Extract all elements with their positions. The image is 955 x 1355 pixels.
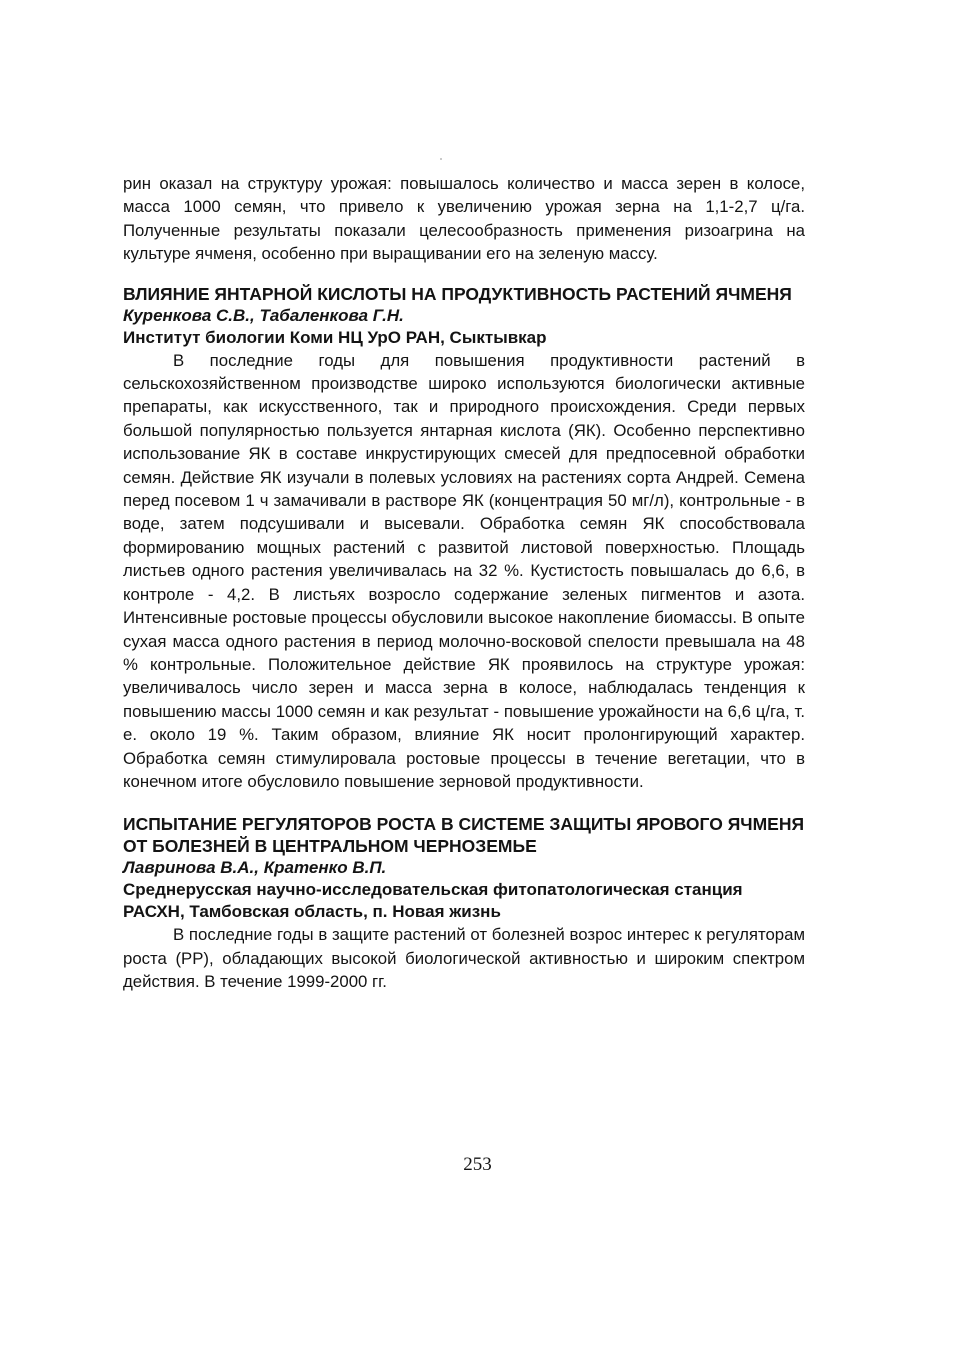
section1-title: ВЛИЯНИЕ ЯНТАРНОЙ КИСЛОТЫ НА ПРОДУКТИВНОСТЬ РАСТЕНИЙ ЯЧМЕНЯ bbox=[123, 283, 792, 304]
page-number: 253 bbox=[463, 1154, 492, 1175]
intro-paragraph: рин оказал на структуру урожая: повышалось количество и масса зерен в колосе, масса 1000 семян, что привело к увеличению урожая зерна на 1,1-2,7 ц/га. Полученные результаты показали целесообразность применения ризоагрина на культуре ячменя, особенно при выращивании его на зеленую массу. bbox=[123, 174, 805, 264]
section1-body: В последние годы для повышения продуктивности растений в сельскохозяйственном производстве широко используются биологически активные препараты, как искусственного, так и природного происхождения. Среди первых большой популярностью пользуется янтарная кислота (ЯК). Особенно перспективно использование ЯК в составе инкрустирующих смесей для предпосевной обработки семян. Действие ЯК изучали в полевых условиях на растениях сорта Андрей. Семена перед посевом 1 ч замачивали в растворе ЯК (концентрация 50 мг/л), контрольные - в воде, затем подсушивали и высевали. Обработка семян ЯК способствовала формированию мощных растений с развитой листовой поверхностью. Площадь листьев одного растения увеличивалась на 32 %. Кустистость повышалась до 6,6, в контроле - 4,2. В листьях возросло содержание зеленых пигментов и азота. Интенсивные ростовые процессы обусловили высокое накопление биомассы. В опыте сухая масса одного растения в период молочно-восковой спелости превышала на 48 % контрольные. Положительное действие ЯК проявилось на структуре урожая: увеличивалось число зерен и масса зерна в колосе, наблюдалась тенденция к повышению массы 1000 семян и как результат - повышение урожайности на 6,6 ц/га, т. е. около 19 %. Таким образом, влияние ЯК носит пролонгирующий характер. Обработка семян стимулировала ростовые процессы в течение вегетации, что в конечном итоге обусловило повышение зерновой продуктивности. bbox=[123, 350, 805, 791]
section2-body: В последние годы в защите растений от болезней возрос интерес к регуляторам роста (РР), обладающих высокой биологической активностью и широким спектром действия. В течение 1999-2000 гг. bbox=[123, 925, 805, 992]
section1-authors: Куренкова С.В., Табаленкова Г.Н. bbox=[123, 305, 404, 325]
page-content bbox=[123, 172, 805, 994]
section2-authors: Лавринова В.А., Кратенко В.П. bbox=[123, 858, 387, 878]
section1-affiliation: Институт биологии Коми НЦ УрО РАН, Сыктывкар bbox=[123, 327, 547, 347]
scan-speck bbox=[440, 158, 442, 160]
article-section-1 bbox=[123, 283, 805, 794]
section2-title: ИСПЫТАНИЕ РЕГУЛЯТОРОВ РОСТА В СИСТЕМЕ ЗАЩИТЫ ЯРОВОГО ЯЧМЕНЯ ОТ БОЛЕЗНЕЙ В ЦЕНТРАЛЬНОМ ЧЕРНОЗЕМЬЕ bbox=[123, 814, 805, 857]
article-section-2 bbox=[123, 813, 805, 993]
section2-affiliation: Среднерусская научно-исследовательская фитопатологическая станция РАСХН, Тамбовская область, п. Новая жизнь bbox=[123, 880, 743, 922]
